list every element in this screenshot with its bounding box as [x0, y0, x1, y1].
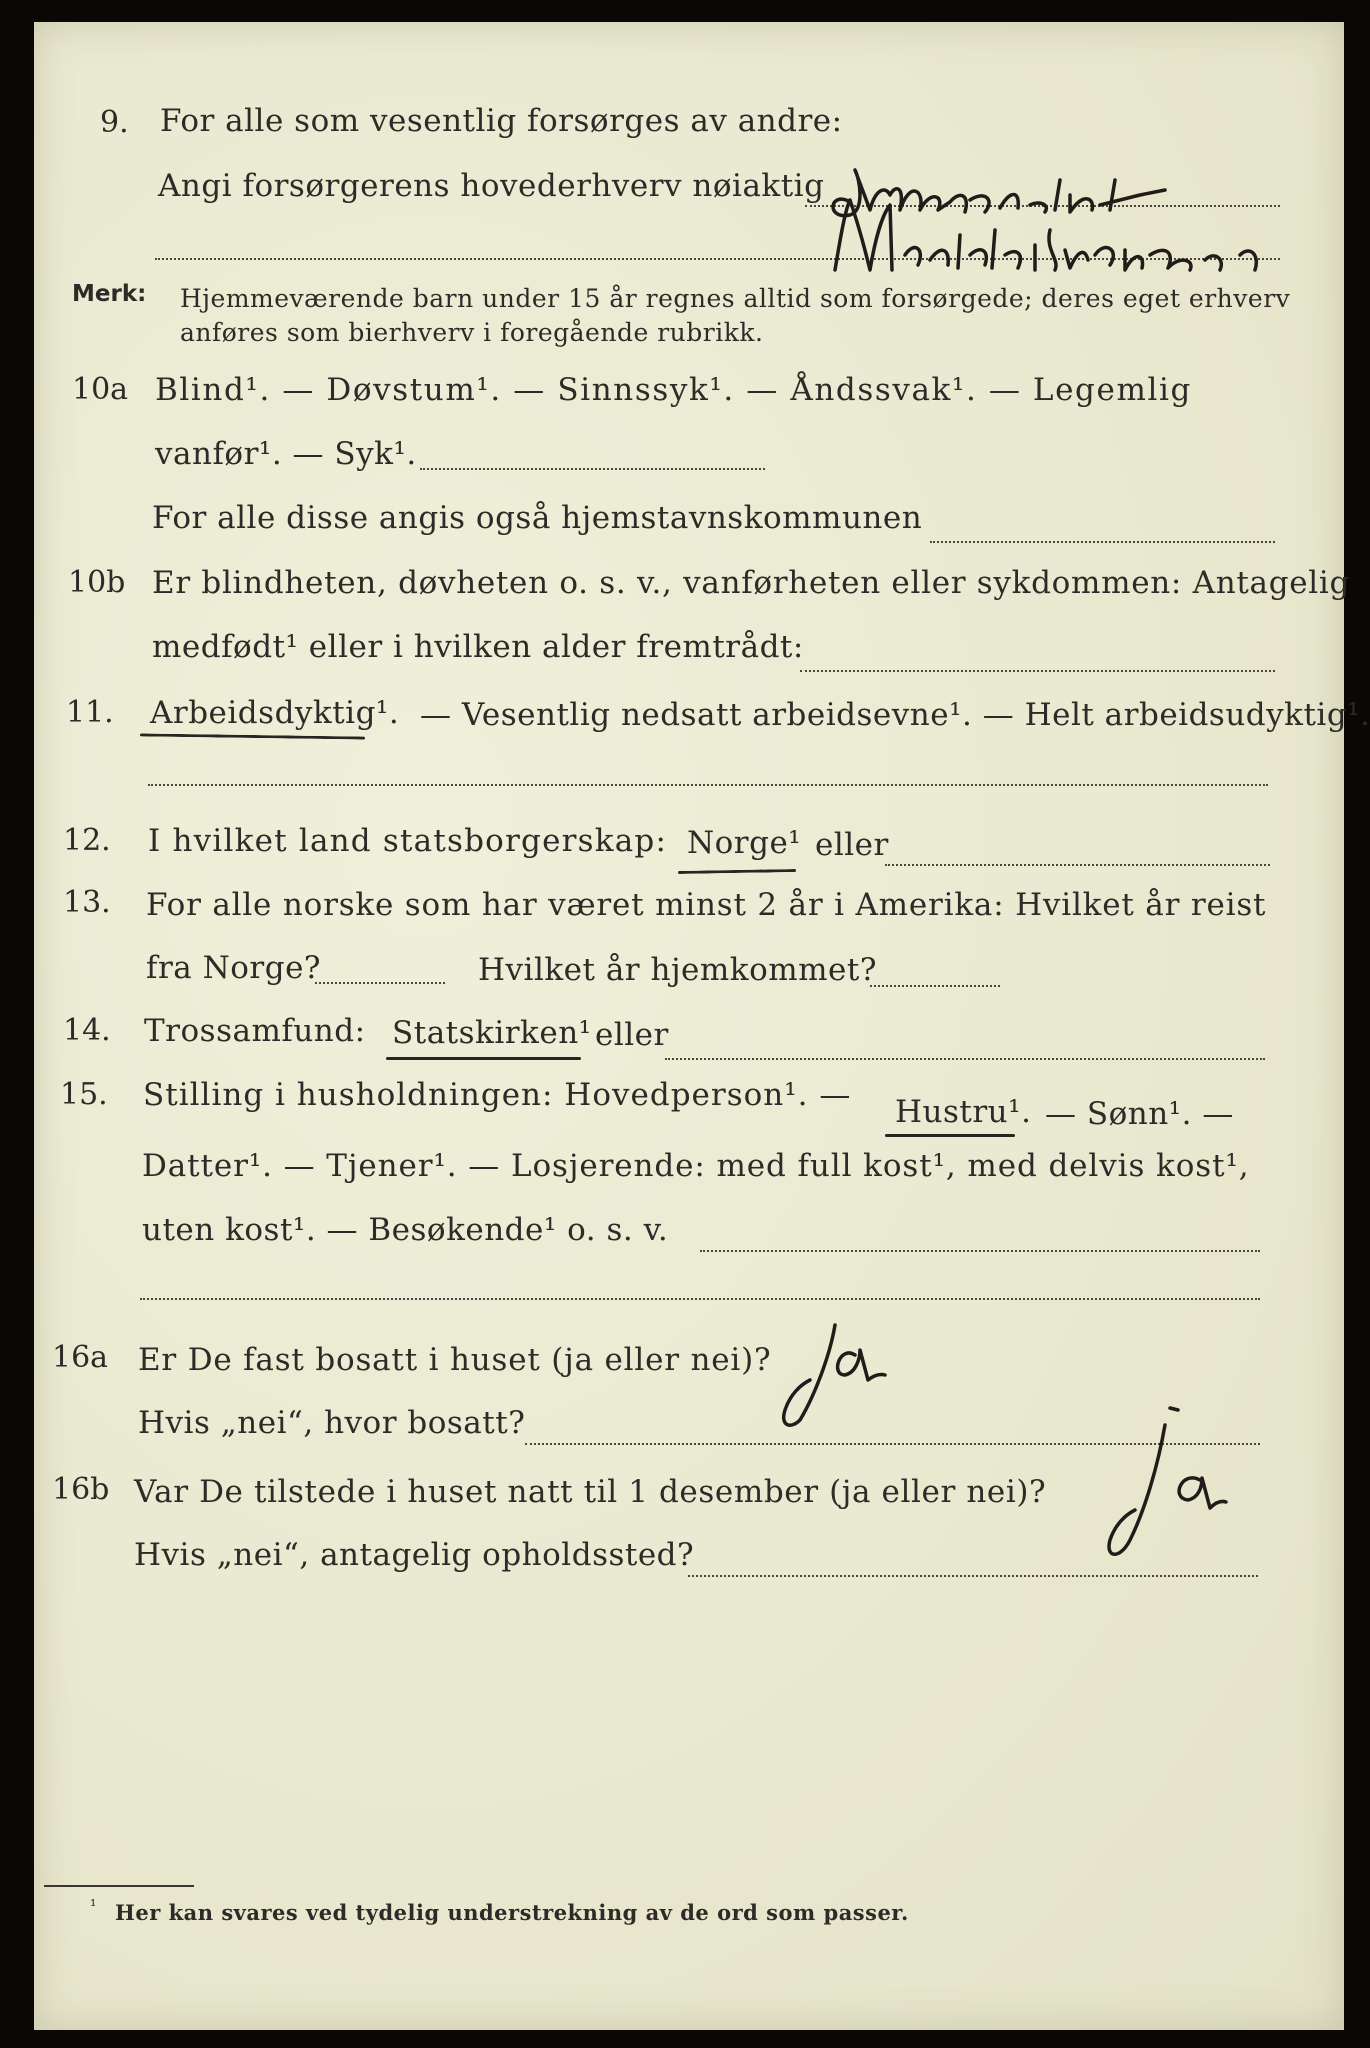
q13-line2a: fra Norge? — [146, 950, 322, 986]
q12-eller: eller — [815, 827, 889, 863]
q12-eller-line — [885, 864, 1270, 866]
q9-handwriting-svg — [820, 160, 1320, 290]
footnote-rule — [44, 1885, 194, 1887]
q14-text: Trossamfund: — [144, 1013, 366, 1049]
q14-option-statskirken: Statskirken¹ — [392, 1015, 592, 1051]
q12-text: I hvilket land statsborgerskap: — [148, 823, 668, 859]
q14-eller: eller — [595, 1017, 669, 1053]
q13-number: 13. — [63, 885, 111, 920]
q10b-number: 10b — [68, 565, 126, 600]
q16b-number: 16b — [52, 1472, 110, 1507]
q13-line2b: Hvilket år hjemkommet? — [478, 952, 877, 988]
q16a-line2: Hvis „nei“, hvor bosatt? — [138, 1405, 526, 1441]
q10b-line2: medfødt¹ eller i hvilken alder fremtrådt: — [152, 629, 804, 665]
q10a-kommune-line — [930, 541, 1275, 543]
q15-line1a: Stilling i husholdningen: Hovedperson¹. — — [143, 1077, 852, 1113]
q15-answer-line — [140, 1298, 1260, 1300]
q9-line2: Angi forsørgerens hovederhverv nøiaktig — [158, 168, 825, 204]
merk-line1: Hjemmeværende barn under 15 år regnes alltid som forsørgede; deres eget erhverv — [180, 284, 1291, 313]
q15-osv-line — [700, 1250, 1260, 1252]
q10b-line1: Er blindheten, døvheten o. s. v., vanførheten eller sykdommen: Antagelig — [152, 565, 1351, 601]
footnote-mark: ¹ — [90, 1896, 97, 1915]
merk-line2: anføres som bierhverv i foregående rubrikk. — [180, 318, 764, 347]
q14-eller-line — [665, 1058, 1265, 1060]
q10a-line3: For alle disse angis også hjemstavnskommunen — [152, 500, 923, 536]
q13-hjemkommet-line — [870, 985, 1000, 987]
q11-number: 11. — [66, 695, 114, 730]
q13-line1: For alle norske som har været minst 2 år i Amerika: Hvilket år reist — [146, 887, 1267, 923]
q11-answer-line — [148, 784, 1268, 786]
q10a-line1: Blind¹. — Døvstum¹. — Sinnssyk¹. — Åndssvak¹. — Legemlig — [155, 372, 1192, 408]
q16a-line1: Er De fast bosatt i huset (ja eller nei)? — [138, 1342, 772, 1378]
q10a-line2: vanfør¹. — Syk¹. — [155, 436, 417, 472]
q16b-line1: Var De tilstede i huset natt til 1 desember (ja eller nei)? — [134, 1474, 1047, 1510]
q10b-alder-line — [800, 670, 1275, 672]
q12-option-norge: Norge¹ — [687, 825, 802, 861]
q14-underline-mark — [386, 1057, 581, 1060]
q9-number: 9. — [100, 105, 129, 140]
q11-rest: — Vesentlig nedsatt arbeidsevne¹. — Helt arbeidsudyktig¹. — [420, 697, 1370, 733]
q16a-ja-handwriting — [760, 1305, 910, 1435]
footnote-text: Her kan svares ved tydelig understrekning av de ord som passer. — [115, 1900, 909, 1925]
q15-option-hustru: Hustru¹. — [895, 1094, 1032, 1130]
q10a-syk-line — [420, 468, 765, 470]
q15-number: 15. — [60, 1077, 108, 1112]
q16b-ja-handwriting — [1050, 1400, 1230, 1570]
merk-label: Merk: — [72, 281, 147, 307]
q15-underline-mark — [885, 1134, 1015, 1137]
q15-line1b: — Sønn¹. — — [1045, 1096, 1234, 1132]
q16a-number: 16a — [52, 1340, 109, 1375]
q16b-opholdssted-line — [688, 1575, 1258, 1577]
q15-line3: uten kost¹. — Besøkende¹ o. s. v. — [142, 1212, 669, 1248]
q11-option-arbeidsdyktig: Arbeidsdyktig¹. — [150, 695, 400, 731]
q14-number: 14. — [63, 1013, 111, 1048]
q15-line2: Datter¹. — Tjener¹. — Losjerende: med full kost¹, med delvis kost¹, — [142, 1148, 1250, 1184]
q13-reist-line — [315, 982, 445, 984]
q12-number: 12. — [63, 823, 111, 858]
q16b-line2: Hvis „nei“, antagelig opholdssted? — [134, 1537, 695, 1573]
q10a-number: 10a — [72, 372, 129, 407]
q9-line1: For alle som vesentlig forsørges av andre: — [160, 103, 843, 139]
